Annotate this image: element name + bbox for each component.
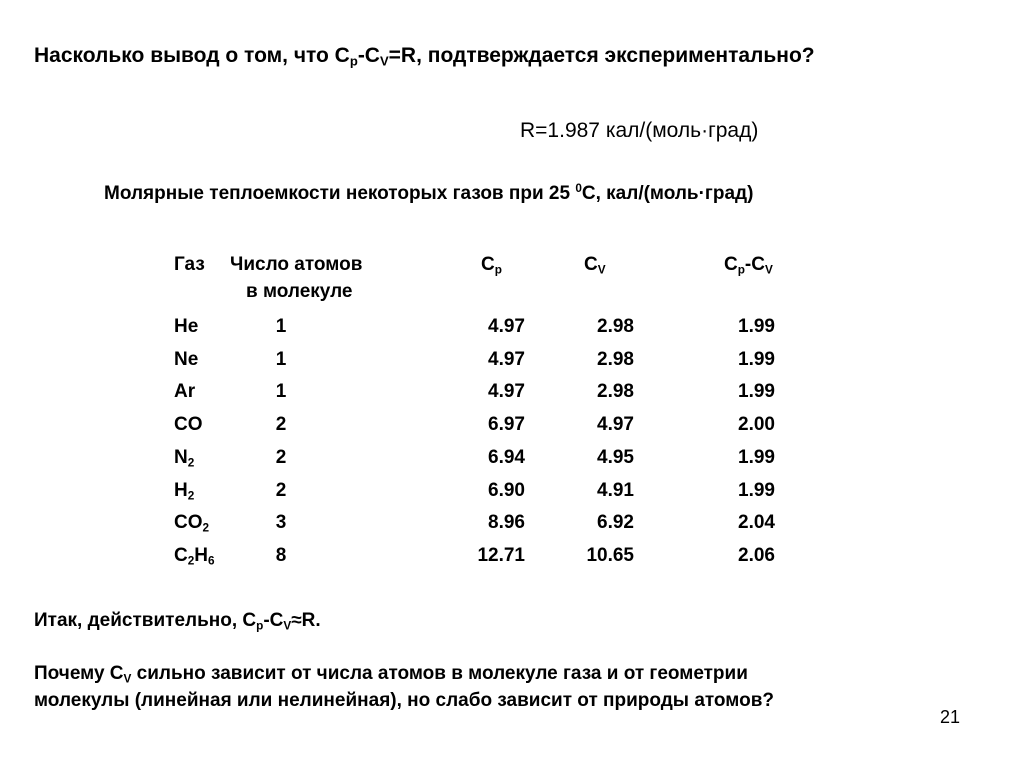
cell-cp-minus-cv: 1.99 [738,348,775,370]
question-subscript-v: V [123,672,132,686]
gas-formula-text: N [174,446,188,468]
title-text: =R, подтверждается экспериментально? [388,44,815,67]
cell-cp: 4.97 [488,348,525,370]
cell-cp-minus-cv: 1.99 [738,479,775,501]
cell-cv: 6.92 [597,512,634,534]
question-part: Почему C [34,663,124,684]
cell-cv: 2.98 [597,316,634,337]
table-row [0,349,1024,381]
cell-cp: 8.96 [488,512,525,534]
table-row [0,447,1024,479]
table-row [0,480,1024,512]
title-subscript-p: p [349,53,358,69]
cell-gas [174,414,203,436]
table-title-text: C, кал/(моль·град) [581,183,754,204]
cell-cp-minus-cv: 2.00 [738,414,775,436]
cell-cp: 6.90 [488,479,525,501]
cell-gas [174,316,198,338]
gas-formula-text: Ar [174,381,196,403]
table-row [0,545,1024,577]
header-cv-subscript: V [597,263,606,277]
cell-cp: 6.97 [488,414,525,436]
gas-formula-text: H [174,479,188,501]
header-diff-text: -C [744,254,765,275]
table-title [104,183,753,205]
header-atoms-line1: Число атомов [230,254,363,275]
cell-atoms: 8 [275,544,287,566]
header-cv [584,254,606,276]
cell-cv: 2.98 [597,381,634,403]
table-row [0,512,1024,544]
gas-formula-text: C [174,544,188,566]
gas-formula-subscript: 2 [187,554,195,568]
header-diff-subscript: V [764,263,773,277]
gas-formula-subscript: 2 [202,521,210,535]
header-atoms-line2: в молекуле [246,281,353,302]
cell-cv: 2.98 [597,348,634,370]
cell-cp-minus-cv: 2.06 [738,544,775,566]
cell-atoms: 3 [275,512,287,534]
table-title-text: Молярные теплоемкости некоторых газов при 25 [104,183,576,204]
conclusion-part: -C [263,610,284,631]
table-row [0,316,1024,348]
question-part: сильно зависит от числа атомов в молекуле газа и от геометрии [131,663,748,684]
question-line-1 [34,663,748,685]
cell-gas [174,447,194,469]
table-row [0,414,1024,446]
cell-atoms: 2 [275,414,287,436]
gas-formula-text: H [194,544,209,566]
cell-atoms: 2 [275,446,287,468]
cell-gas [174,480,194,502]
header-diff-subscript: p [737,263,745,277]
header-cp-minus-cv [724,254,773,276]
cell-cv: 4.95 [597,446,634,468]
cell-cp-minus-cv: 1.99 [738,381,775,403]
cell-atoms: 1 [275,381,287,403]
table-title-superscript: 0 [575,181,582,195]
gas-formula-subscript: 2 [187,488,195,502]
cell-cv: 10.65 [586,544,634,566]
gas-formula-text: CO [174,414,203,436]
cell-cp: 4.97 [488,381,525,403]
cell-cp-minus-cv: 1.99 [738,316,775,337]
header-cp-subscript: p [494,263,502,277]
table-row [0,381,1024,413]
header-cp [481,254,502,276]
cell-gas [174,512,209,534]
conclusion-subscript-p: p [256,619,264,633]
cell-cp-minus-cv: 2.04 [738,512,775,534]
cell-cp: 12.71 [477,544,525,566]
gas-formula-subscript: 6 [208,554,215,568]
page-number: 21 [940,707,961,727]
conclusion-part: Итак, действительно, C [34,610,257,631]
cell-cp: 4.97 [488,316,525,337]
question-line-2: молекулы (линейная или нелинейная), но слабо зависит от природы атомов? [34,690,774,711]
header-cv-letter: C [584,254,598,275]
gas-constant-value: R=1.987 кал/(моль·град) [520,119,759,142]
title-subscript-v: V [379,53,389,69]
cell-cp-minus-cv: 1.99 [738,446,775,468]
gas-formula-text: He [174,316,199,337]
cell-cv: 4.91 [597,479,634,501]
gas-formula-text: CO [174,512,203,534]
conclusion-subscript-v: V [283,619,292,633]
header-gas: Газ [174,254,205,275]
cell-gas [174,545,215,567]
cell-cv: 4.97 [597,414,634,436]
cell-gas [174,381,195,403]
title-text: -C [357,44,380,67]
gas-formula-text: Ne [174,348,199,370]
cell-gas [174,349,198,371]
cell-cp: 6.94 [488,446,525,468]
header-cp-letter: C [481,254,495,275]
conclusion-text [34,610,321,632]
conclusion-part: ≈R. [291,610,321,631]
slide-title [34,44,815,68]
cell-atoms: 1 [275,316,287,337]
header-diff-letter: C [724,254,738,275]
title-text: Насколько вывод о том, что C [34,44,350,67]
gas-formula-subscript: 2 [187,456,195,470]
cell-atoms: 2 [275,479,287,501]
cell-atoms: 1 [275,348,287,370]
